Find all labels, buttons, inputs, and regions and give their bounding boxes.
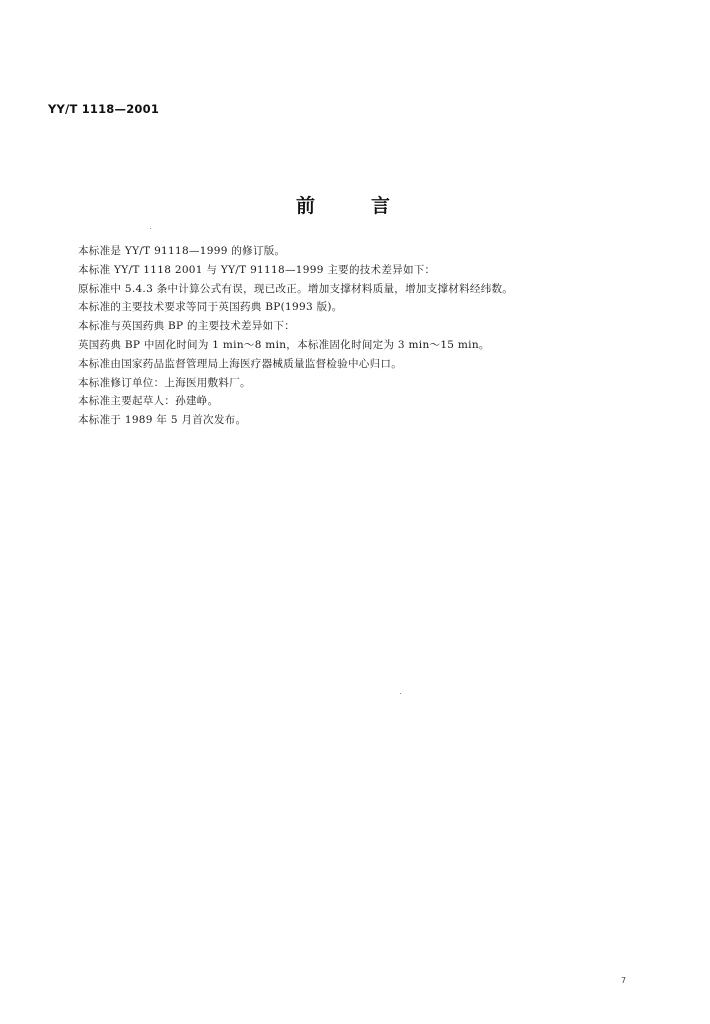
paragraph: 本标准于 1989 年 5 月首次发布。 (78, 414, 247, 427)
scan-speck (400, 693, 401, 694)
page-title: 前言 (296, 195, 447, 217)
paragraph: 本标准 YY/T 1118 2001 与 YY/T 91118—1999 主要的技术差异如下： (78, 263, 436, 276)
paragraph: 本标准是 YY/T 91118—1999 的修订版。 (78, 245, 286, 257)
scan-speck (150, 228, 151, 229)
paragraph: 本标准与英国药典 BP 的主要技术差异如下： (78, 320, 296, 333)
page-number: 7 (621, 976, 627, 985)
paragraph: 原标准中 5.4.3 条中计算公式有误，现已改正。增加支撑材料质量，增加支撑材料经纬数。 (78, 282, 514, 295)
paragraph: 英国药典 BP 中固化时间为 1 min～8 min，本标准固化时间定为 3 min～15 min。 (78, 338, 490, 351)
standard-code-header: YY/T 1118—2001 (48, 102, 160, 116)
paragraph: 本标准修订单位：上海医用敷料厂。 (78, 376, 251, 389)
paragraph: 本标准的主要技术要求等同于英国药典 BP(1993 版)。 (78, 301, 343, 314)
paragraph: 本标准主要起草人：孙建峥。 (78, 395, 219, 408)
paragraph: 本标准由国家药品监督管理局上海医疗器械质量监督检验中心归口。 (78, 357, 402, 370)
preface-body (78, 242, 678, 430)
